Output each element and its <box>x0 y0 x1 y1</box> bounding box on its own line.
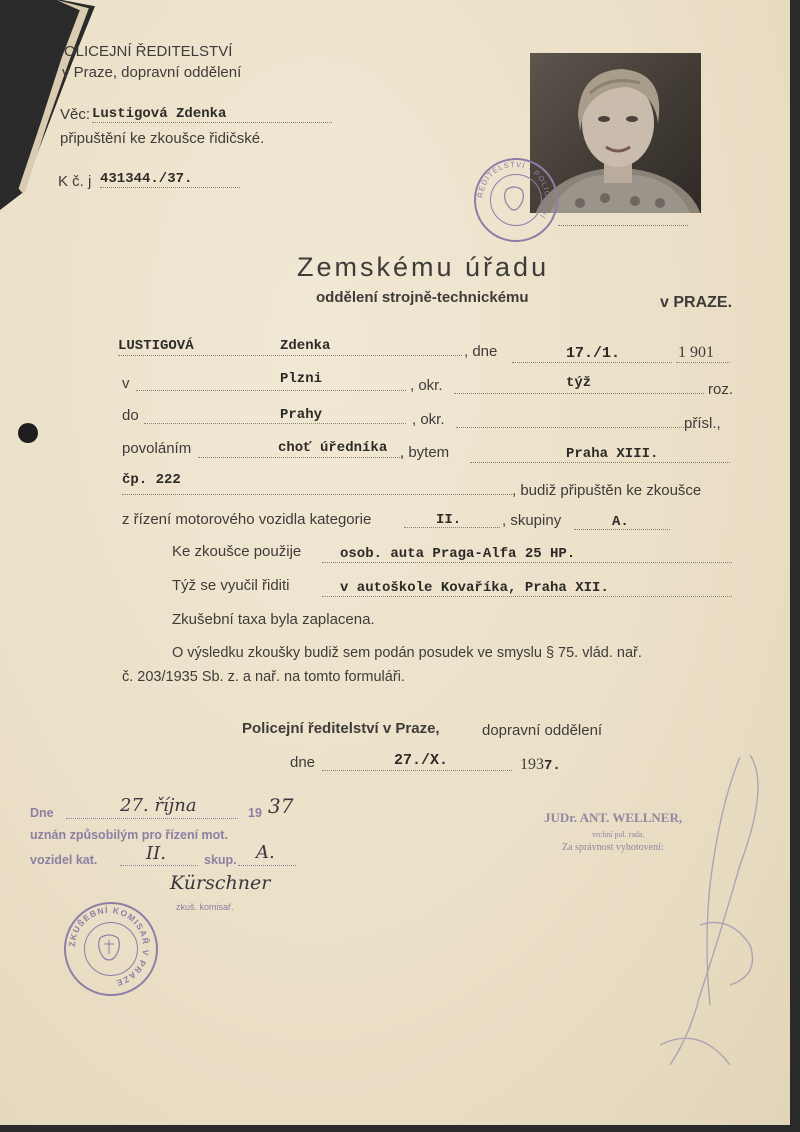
exam-result-text: uznán způsobilým pro řízení mot. <box>30 828 228 842</box>
birth-district: týž <box>566 375 592 391</box>
applicant-firstname: Zdenka <box>280 338 331 354</box>
result-line-2: č. 203/1935 Sb. z. a nař. na tomto formuláři. <box>122 669 405 685</box>
district-label-2: , okr. <box>412 411 445 428</box>
occupation: choť úředníka <box>278 440 388 456</box>
official-verification: Za správnost vyhotovení: <box>562 842 664 853</box>
domicile: Prahy <box>280 407 323 423</box>
occupation-label: povoláním <box>122 440 192 457</box>
issue-date: 27./X. <box>394 752 449 769</box>
org-line-1: OLICEJNÍ ŘEDITELSTVÍ <box>64 43 233 60</box>
commissar-label: zkuš. komisař. <box>176 902 234 912</box>
result-line-1: O výsledku zkoušky budiž sem podán posudek ve smyslu § 75. vlád. nař. <box>172 645 642 661</box>
applicant-surname: LUSTIGOVÁ <box>118 338 194 354</box>
recipient-title: Zemskému úřadu <box>297 252 550 282</box>
residence-label: , bytem <box>400 444 450 461</box>
police-stamp <box>474 158 558 242</box>
subject-line-2: připuštění ke zkoušce řidičské. <box>60 130 265 147</box>
house-number: čp. 222 <box>122 472 181 488</box>
recipient-department: oddělení strojně-technickému <box>316 289 529 306</box>
org-line-2: v Praze, dopravní oddělení <box>62 64 242 81</box>
reference-label: K č. j <box>58 173 92 190</box>
subject-label: Věc: <box>60 106 91 123</box>
born-label: roz. <box>708 381 734 398</box>
exam-year-prefix: 19 <box>248 806 262 820</box>
fee-text: Zkušební taxa byla zaplacena. <box>172 611 375 628</box>
category-label: z řízení motorového vozidla kategorie <box>122 511 372 528</box>
issue-year: 1937. <box>520 756 561 774</box>
vehicle-value: osob. auta Praga-Alfa 25 HP. <box>340 546 576 562</box>
vehicle-group: A. <box>612 514 629 530</box>
birth-year: 1 901 <box>678 344 714 361</box>
belonging-label: přísl., <box>684 415 721 432</box>
school-value: v autoškole Kovaříka, Praha XII. <box>340 580 609 596</box>
vehicle-label: Ke zkoušce použije <box>172 543 302 560</box>
exam-date-handwritten: 27. října <box>120 795 197 816</box>
exam-year-handwritten: 37 <box>268 794 294 818</box>
issuer-department: dopravní oddělení <box>482 722 603 739</box>
official-signature-mark <box>640 745 780 1105</box>
admit-text: , budiž připuštěn ke zkoušce <box>512 482 702 499</box>
recipient-city: v PRAZE. <box>660 294 733 311</box>
official-name: JUDr. ANT. WELLNER, <box>544 810 683 825</box>
examiner-stamp <box>64 902 158 996</box>
commissar-signature: Kürschner <box>170 872 271 894</box>
police-stamp-text: ŘEDITELSTVÍ · POLICEJNÍ <box>475 159 553 221</box>
issuer-name: Policejní ředitelství v Praze, <box>242 720 440 737</box>
district-label-1: , okr. <box>410 377 443 394</box>
birth-date-label: , dne <box>464 343 498 360</box>
domicile-label: do <box>122 407 139 424</box>
reference-number: 431344./37. <box>100 171 193 187</box>
residence: Praha XIII. <box>566 446 659 462</box>
school-label: Týž se vyučil řiditi <box>172 577 290 594</box>
birth-date: 17./1. <box>566 345 621 362</box>
group-label: , skupiny <box>502 512 562 529</box>
vehicle-category: II. <box>436 512 462 528</box>
issue-date-label: dne <box>290 754 316 771</box>
examiner-stamp-text: ZKUŠEBNÍ KOMISAŘ V PRAZE <box>66 904 152 989</box>
svg-text:ŘEDITELSTVÍ · POLICEJNÍ <box>476 160 552 220</box>
exam-category-handwritten: II. <box>146 843 166 864</box>
official-title: vrchní pol. rada. <box>592 830 645 839</box>
exam-group-handwritten: A. <box>256 842 275 863</box>
exam-date-label: Dne <box>30 806 54 820</box>
exam-group-label: skup. <box>204 853 237 867</box>
birthplace-label: v <box>122 375 130 392</box>
subject-name: Lustigová Zdenka <box>92 106 227 122</box>
punch-hole <box>18 423 38 443</box>
exam-category-label: vozidel kat. <box>30 853 98 867</box>
birthplace: Plzni <box>280 371 323 387</box>
